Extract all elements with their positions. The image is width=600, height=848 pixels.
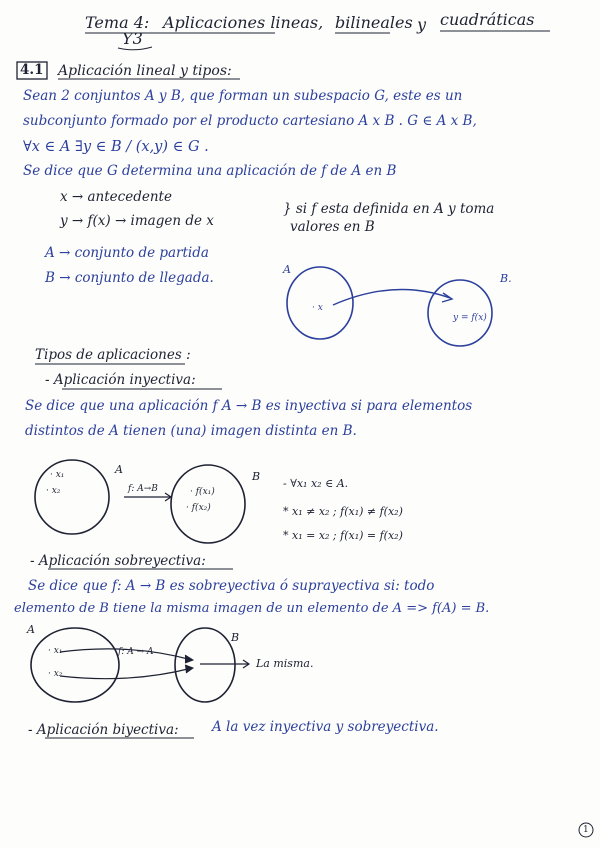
inj-a-point-1: · x₁ [50, 470, 65, 480]
surjective-heading: - Aplicación sobreyectiva: [30, 553, 206, 569]
title-part-1: Aplicaciones lineas, [163, 13, 324, 32]
inj-set-a-circle [35, 460, 109, 534]
surj-set-a-circle [31, 628, 119, 702]
diagram1-label-b: B. [500, 272, 512, 285]
surj-map-label: f: A → A [118, 647, 154, 657]
def-condition-1: } si f esta definida en A y toma [283, 201, 495, 217]
surj-a-point-2: · x₂ [48, 669, 63, 679]
bijective-text: A la vez inyectiva y sobreyectiva. [212, 719, 439, 735]
inj-map-label: f: A→B [128, 484, 158, 494]
title-part-2: bilineales [335, 13, 413, 32]
injective-line-2: distintos de A tienen (una) imagen distinta en B. [25, 423, 357, 439]
inj-label-a: A [115, 463, 123, 476]
surjective-line-1: Se dice que f: A → B es sobreyectiva ó suprayectiva si: todo [28, 578, 435, 594]
types-heading: Tipos de aplicaciones : [35, 347, 191, 363]
surj-label-a: A [27, 623, 35, 636]
surj-label-b: B [231, 631, 240, 644]
diagram1-point-x: · x [312, 303, 323, 313]
inj-b-point-1: · f(x₁) [190, 487, 215, 497]
surj-set-b-circle [175, 628, 235, 702]
title-part-4: cuadráticas [440, 10, 535, 29]
def-x-line: x → antecedente [60, 189, 172, 205]
surj-a-point-1: · x₁ [48, 646, 63, 656]
injective-line-1: Se dice que una aplicación f A → B es inyectiva si para elementos [25, 398, 473, 414]
surj-arrow-head-2 [185, 665, 193, 673]
inj-cond-3: * x₁ = x₂ ; f(x₁) = f(x₂) [283, 529, 403, 542]
inj-cond-1: - ∀x₁ x₂ ∈ A. [283, 477, 349, 490]
surj-same-label: La misma. [256, 657, 314, 670]
diagram1-label-a: A [283, 263, 291, 276]
page-number: 1 [583, 825, 589, 835]
subtitle: Y3 [122, 29, 143, 48]
intro-line-4: Se dice que G determina una aplicación de f de A en B [23, 163, 397, 179]
inj-cond-2: * x₁ ≠ x₂ ; f(x₁) ≠ f(x₂) [283, 505, 403, 518]
injective-heading: - Aplicación inyectiva: [45, 372, 196, 388]
inj-b-point-2: · f(x₂) [186, 503, 211, 513]
def-a-line: A → conjunto de partida [45, 245, 209, 261]
inj-label-b: B [252, 470, 261, 483]
intro-line-1: Sean 2 conjuntos A y B, que forman un subespacio G, este es un [23, 88, 463, 104]
def-y-line: y → f(x) → imagen de x [60, 213, 214, 229]
intro-line-2: subconjunto formado por el producto cartesiano A x B . G ∈ A x B, [23, 113, 477, 129]
diagram1-point-y: y = f(x) [453, 313, 487, 323]
intro-line-3: ∀x ∈ A ∃y ∈ B / (x,y) ∈ G . [23, 139, 209, 155]
section-number: 4.1 [20, 62, 44, 78]
inj-a-point-2: · x₂ [46, 486, 61, 496]
surj-arrow-2 [60, 668, 192, 679]
section-heading: Aplicación lineal y tipos: [58, 63, 232, 79]
def-condition-2: valores en B [290, 219, 375, 235]
def-b-line: B → conjunto de llegada. [45, 270, 214, 286]
tema-label: Tema 4: [85, 13, 150, 32]
surj-arrow-head-1 [185, 655, 193, 663]
surjective-line-2: elemento de B tiene la misma imagen de un elemento de A => f(A) = B. [14, 601, 490, 616]
bijective-heading: - Aplicación biyectiva: [28, 722, 179, 738]
title-part-3: y [417, 15, 427, 34]
